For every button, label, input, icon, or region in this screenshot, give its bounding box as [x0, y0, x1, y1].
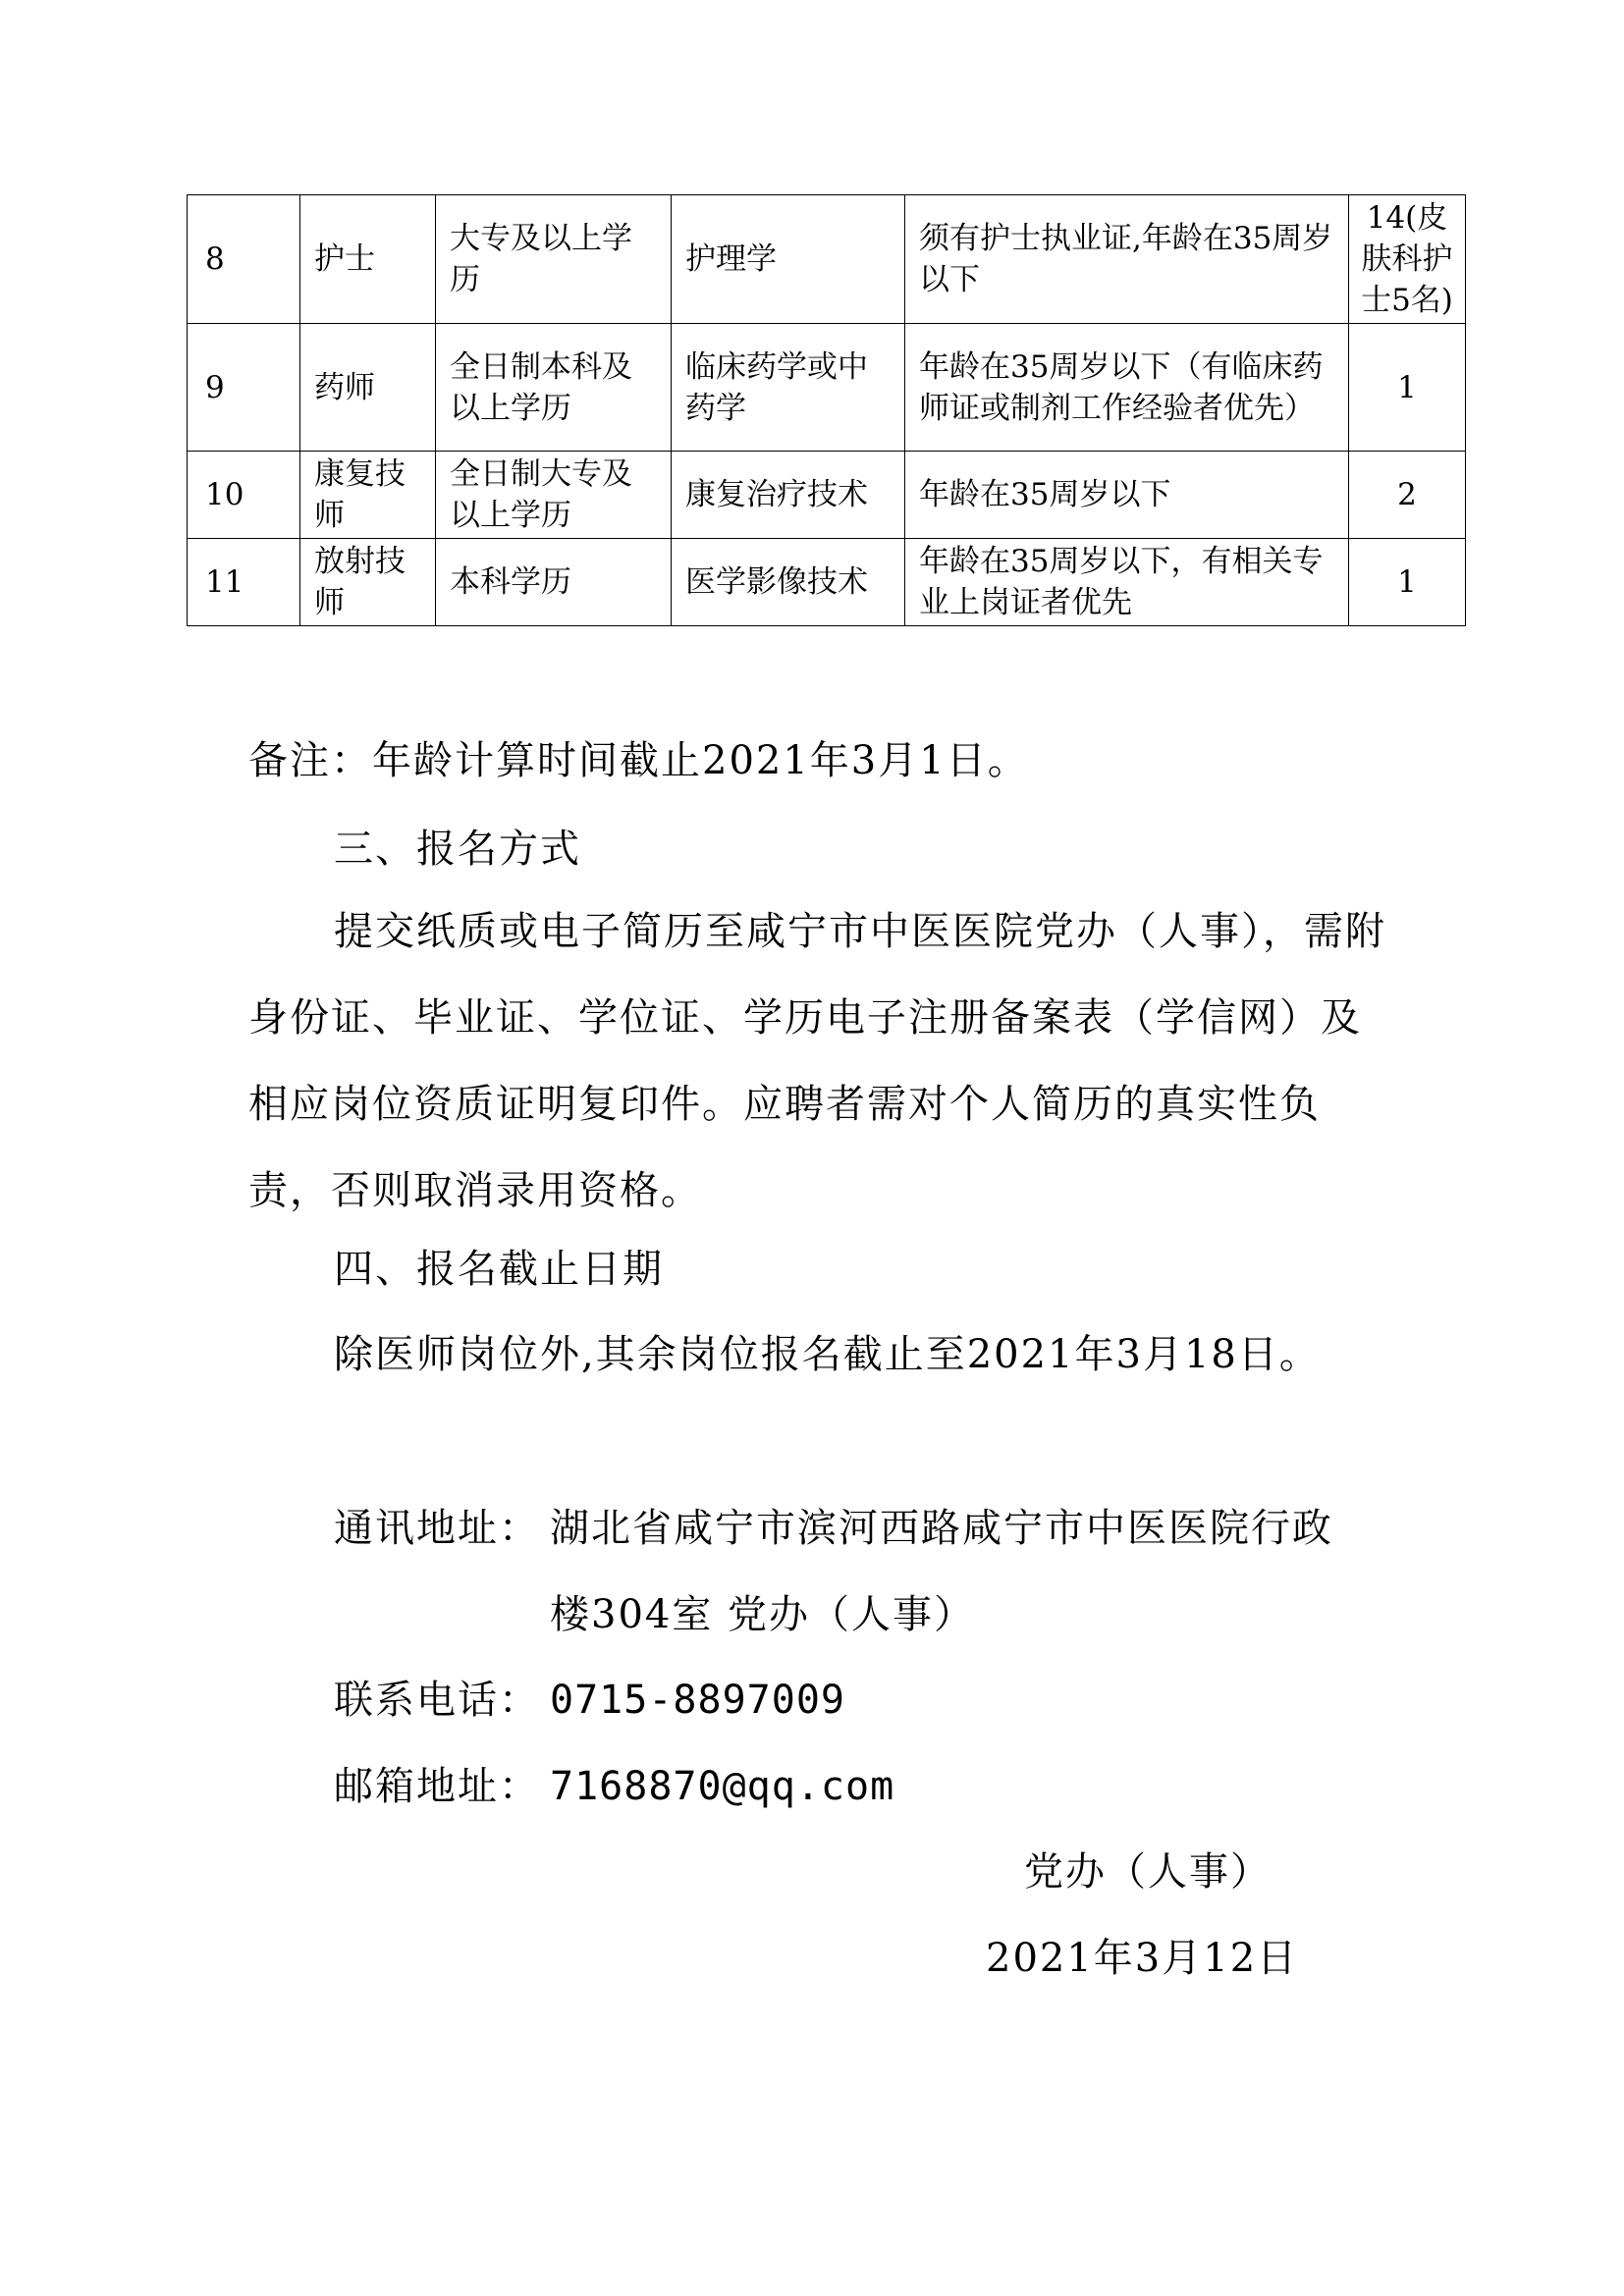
row-number: 8 — [188, 195, 300, 324]
table-row — [188, 452, 1466, 539]
major-cell: 护理学 — [672, 195, 905, 324]
major-cell: 医学影像技术 — [672, 539, 905, 626]
position-cell: 药师 — [300, 324, 436, 452]
count-cell: 1 — [1349, 539, 1466, 626]
signature-department: 党办（人事） — [1024, 1849, 1272, 1895]
section3-heading: 三、报名方式 — [334, 827, 581, 872]
row-number: 10 — [188, 452, 300, 539]
education-cell: 大专及以上学历 — [436, 195, 672, 324]
count-cell: 2 — [1349, 452, 1466, 539]
section4-body: 除医师岗位外,其余岗位报名截止至2021年3月18日。 — [334, 1332, 1321, 1377]
address-label: 通讯地址： — [334, 1506, 540, 1551]
position-cell: 放射技师 — [300, 539, 436, 626]
phone-number: 0715-8897009 — [550, 1678, 845, 1723]
section4-heading: 四、报名截止日期 — [334, 1247, 664, 1292]
email-label: 邮箱地址： — [334, 1764, 540, 1809]
address-line-1: 湖北省咸宁市滨河西路咸宁市中医医院行政 — [550, 1506, 1333, 1551]
count-cell: 1 — [1349, 324, 1466, 452]
requirement-cell: 须有护士执业证,年龄在35周岁以下 — [905, 195, 1349, 324]
phone-label: 联系电话： — [334, 1678, 540, 1723]
age-note: 备注：年龄计算时间截止2021年3月1日。 — [248, 738, 1029, 783]
count-cell: 14(皮肤科护士5名) — [1349, 195, 1466, 324]
requirement-cell: 年龄在35周岁以下（有临床药师证或制剂工作经验者优先） — [905, 324, 1349, 452]
table-row — [188, 324, 1466, 452]
section3-body: 提交纸质或电子简历至咸宁市中医医院党办（人事），需附身份证、毕业证、学位证、学历电子注册备案表（学信网）及相应岗位资质证明复印件。应聘者需对个人简历的真实性负责，否则取消录用资格。 — [248, 909, 1386, 1213]
requirement-cell: 年龄在35周岁以下 — [905, 452, 1349, 539]
education-cell: 全日制本科及以上学历 — [436, 324, 672, 452]
education-cell: 全日制大专及以上学历 — [436, 452, 672, 539]
signature-date: 2021年3月12日 — [986, 1936, 1299, 1981]
row-number: 9 — [188, 324, 300, 452]
major-cell: 临床药学或中药学 — [672, 324, 905, 452]
address-line-2: 楼304室 党办（人事） — [550, 1592, 976, 1637]
education-cell: 本科学历 — [436, 539, 672, 626]
positions-table — [187, 194, 1466, 626]
position-cell: 护士 — [300, 195, 436, 324]
email-address: 7168870@qq.com — [550, 1764, 895, 1809]
table-row — [188, 539, 1466, 626]
major-cell: 康复治疗技术 — [672, 452, 905, 539]
row-number: 11 — [188, 539, 300, 626]
requirement-cell: 年龄在35周岁以下，有相关专业上岗证者优先 — [905, 539, 1349, 626]
position-cell: 康复技师 — [300, 452, 436, 539]
table-row — [188, 195, 1466, 324]
